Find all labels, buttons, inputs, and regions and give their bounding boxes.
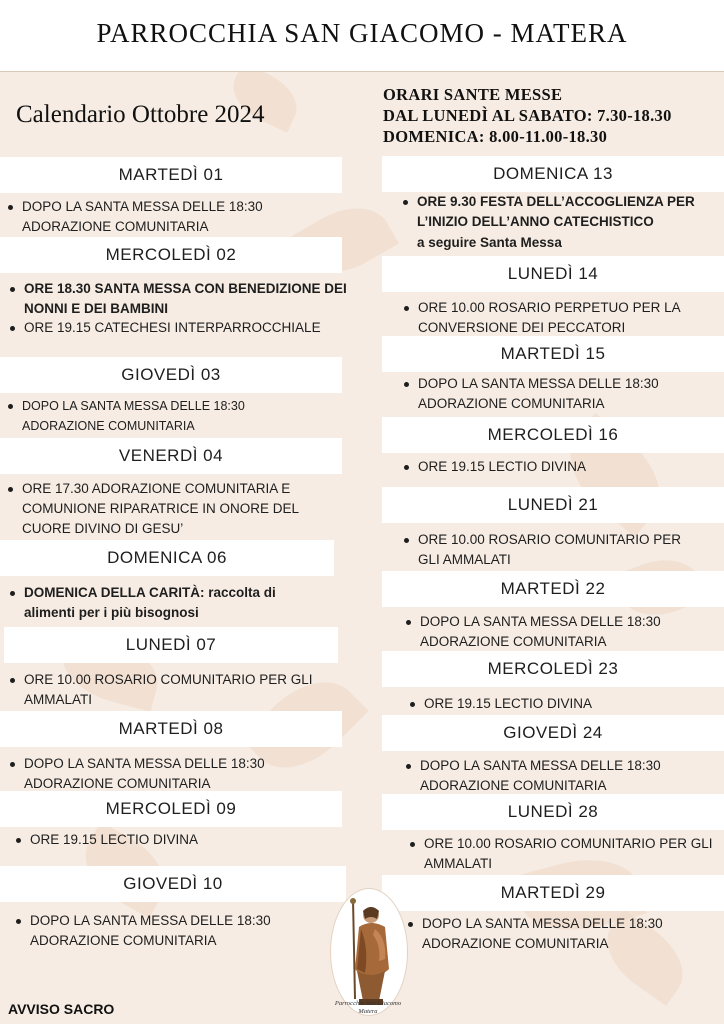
event-item: ORE 9.30 FESTA DELL’ACCOGLIENZA PER L’INIZIO DELL’ANNO CATECHISTICO <box>403 192 721 232</box>
event-item: DOPO LA SANTA MESSA DELLE 18:30 ADORAZIONE COMUNITARIA <box>406 612 696 652</box>
calendar-title: Calendario Ottobre 2024 <box>16 101 265 128</box>
saint-caption-line2: Matera <box>358 1008 378 1015</box>
day-header: MARTEDÌ 29 <box>382 875 724 911</box>
day-header: DOMENICA 06 <box>0 540 334 576</box>
event-item: ORE 19.15 LECTIO DIVINA <box>404 457 704 477</box>
day-header: MARTEDÌ 08 <box>0 711 342 747</box>
saint-statue-icon <box>331 889 407 1015</box>
day-header: MERCOLEDÌ 16 <box>382 417 724 453</box>
event-item: DOPO LA SANTA MESSA DELLE 18:30 ADORAZIONE COMUNITARIA <box>404 374 694 414</box>
day-header: MERCOLEDÌ 09 <box>0 791 342 827</box>
day-header: MERCOLEDÌ 23 <box>382 651 724 687</box>
mass-hours-weekdays: DAL LUNEDÌ AL SABATO: 7.30-18.30 <box>383 106 672 125</box>
saint-caption <box>318 1000 418 1016</box>
event-item-note: a seguire Santa Messa <box>417 235 562 250</box>
event-item: ORE 18.30 SANTA MESSA CON BENEDIZIONE DEI NONNI E DEI BAMBINI <box>10 279 348 319</box>
mass-hours-sunday: DOMENICA: 8.00-11.00-18.30 <box>383 127 608 146</box>
day-header: LUNEDÌ 21 <box>382 487 724 523</box>
mass-hours-heading: ORARI SANTE MESSE <box>383 85 563 104</box>
event-item: DOPO LA SANTA MESSA DELLE 18:30 ADORAZIONE COMUNITARIA <box>10 754 300 794</box>
day-header: LUNEDÌ 28 <box>382 794 724 830</box>
event-item: ORE 10.00 ROSARIO COMUNITARIO PER GLI AMMALATI <box>410 834 722 874</box>
day-header: LUNEDÌ 07 <box>4 627 338 663</box>
event-item: DOPO LA SANTA MESSA DELLE 18:30 ADORAZIONE COMUNITARIA <box>406 756 696 796</box>
event-item: ORE 10.00 ROSARIO PERPETUO PER LA CONVERSIONE DEI PECCATORI <box>404 298 704 338</box>
event-item: ORE 19.15 CATECHESI INTERPARROCCHIALE <box>10 318 348 338</box>
day-header: DOMENICA 13 <box>382 156 724 192</box>
day-header: VENERDÌ 04 <box>0 438 342 474</box>
event-item: ORE 10.00 ROSARIO COMUNITARIO PER GLI AMMALATI <box>404 530 704 570</box>
footer-note: AVVISO SACRO <box>8 1001 115 1017</box>
event-item: ORE 10.00 ROSARIO COMUNITARIO PER GLI AMMALATI <box>10 670 330 710</box>
event-item: ORE 17.30 ADORAZIONE COMUNITARIA E COMUNIONE RIPARATRICE IN ONORE DEL CUORE DIVINO DI GESU’ <box>8 479 326 539</box>
mass-hours <box>383 84 723 147</box>
event-item: DOPO LA SANTA MESSA DELLE 18:30 ADORAZIONE COMUNITARIA <box>8 396 308 436</box>
saint-caption-line1: Parrocchia San Giacomo <box>334 1000 402 1007</box>
event-item: ORE 19.15 LECTIO DIVINA <box>16 830 316 850</box>
day-header: MARTEDÌ 01 <box>0 157 342 193</box>
day-header: MARTEDÌ 22 <box>382 571 724 607</box>
day-header: GIOVEDÌ 24 <box>382 715 724 751</box>
event-item: DOPO LA SANTA MESSA DELLE 18:30 ADORAZIONE COMUNITARIA <box>16 911 316 951</box>
page-title: PARROCCHIA SAN GIACOMO - MATERA <box>96 18 628 48</box>
day-header: MARTEDÌ 15 <box>382 336 724 372</box>
day-header: GIOVEDÌ 10 <box>0 866 346 902</box>
saint-statue-image <box>330 888 408 1016</box>
day-header: MERCOLEDÌ 02 <box>0 237 342 273</box>
day-header: LUNEDÌ 14 <box>382 256 724 292</box>
event-item: DOMENICA DELLA CARITÀ: raccolta di alimenti per i più bisognosi <box>10 583 310 623</box>
header-bar <box>0 0 724 72</box>
event-item: DOPO LA SANTA MESSA DELLE 18:30 ADORAZIONE COMUNITARIA <box>8 197 338 237</box>
day-header: GIOVEDÌ 03 <box>0 357 342 393</box>
event-item: ORE 19.15 LECTIO DIVINA <box>410 694 710 714</box>
event-item: DOPO LA SANTA MESSA DELLE 18:30 ADORAZIONE COMUNITARIA <box>408 914 698 954</box>
